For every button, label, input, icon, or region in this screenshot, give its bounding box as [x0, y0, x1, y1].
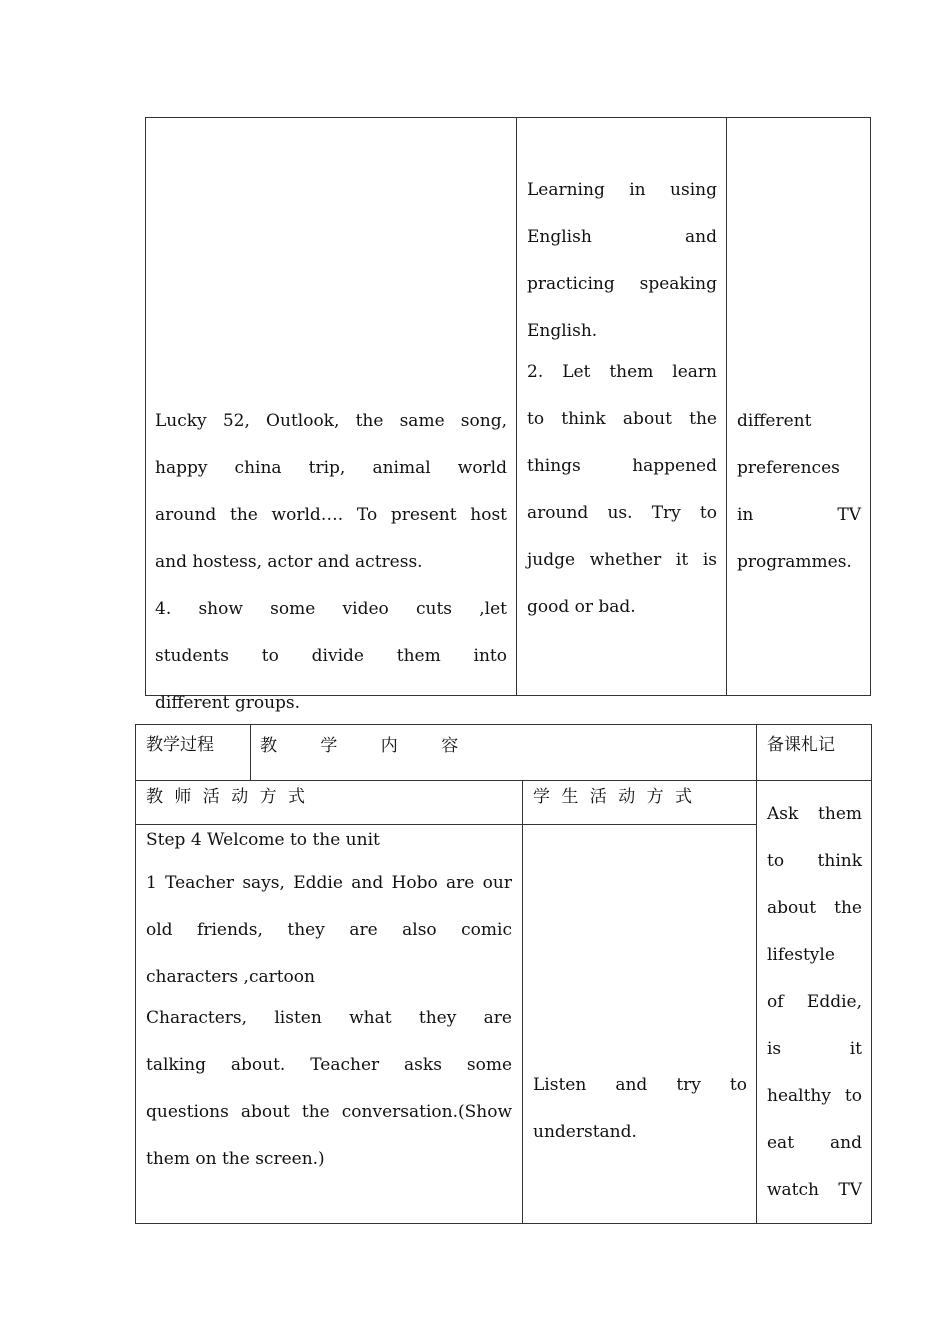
text-line: preferences [737, 458, 840, 478]
text-line: characters ,cartoon [146, 967, 315, 987]
text-line: 4. show some video cuts ,let [155, 599, 507, 619]
lesson-table-col-line-process [250, 724, 251, 780]
top-table-divider-2 [726, 117, 727, 696]
teacher-activity-text [146, 825, 512, 1183]
text-line: Characters, listen what they are [146, 1008, 512, 1028]
text-line: different [737, 411, 812, 431]
header-teaching-content: 教 学 内 容 [260, 736, 469, 756]
text-line: lifestyle [767, 945, 835, 965]
text-line: old friends, they are also comic [146, 920, 512, 940]
text-line: things happened [527, 456, 717, 476]
text-line: students to divide them into [155, 646, 507, 666]
text-line: 2. Let them learn [527, 362, 717, 382]
text-line: Learning in using [527, 180, 717, 200]
text-line: good or bad. [527, 597, 636, 617]
top-table-divider-1 [516, 117, 517, 696]
top-col3-text [737, 398, 861, 586]
text-line: them on the screen.) [146, 1149, 325, 1169]
text-line: to think about the [527, 409, 717, 429]
text-line: to think [767, 851, 862, 871]
text-line: healthy to [767, 1086, 862, 1106]
text-line: is it [767, 1039, 862, 1059]
text-line: English. [527, 321, 598, 341]
text-line: and hostess, actor and actress. [155, 552, 423, 572]
text-line: practicing speaking [527, 274, 717, 294]
header-student-activity: 学 生 活 动 方 式 [533, 787, 695, 807]
lesson-notes-text [767, 791, 862, 1214]
lesson-table-row-line-1 [135, 780, 872, 781]
top-col2-lines-b [527, 349, 717, 631]
text-line: understand. [533, 1122, 637, 1142]
text-line: watch TV [767, 1180, 862, 1200]
header-lesson-notes: 备课札记 [767, 735, 835, 755]
text-line: Listen and try to [533, 1075, 747, 1095]
student-lines [533, 1062, 747, 1156]
text-line: 1 Teacher says, Eddie and Hobo are our [146, 873, 512, 893]
text-line: in TV [737, 505, 861, 525]
header-teacher-activity: 教 师 活 动 方 式 [146, 787, 308, 807]
text-line: different groups. [155, 693, 301, 713]
text-line: about the [767, 898, 862, 918]
text-line: programmes. [737, 552, 852, 572]
text-line: judge whether it is [527, 550, 717, 570]
lesson-table-col-line-notes [756, 724, 757, 1224]
teacher-lines-b [146, 995, 512, 1183]
text-line: of Eddie, [767, 992, 862, 1012]
text-line: talking about. Teacher asks some [146, 1055, 512, 1075]
header-teaching-process: 教学过程 [146, 735, 214, 755]
top-col3-lines [737, 398, 861, 586]
text-line: questions about the conversation.(Show [146, 1102, 512, 1122]
text-line: eat and [767, 1133, 862, 1153]
top-col2-text [527, 167, 717, 631]
text-line: English and [527, 227, 717, 247]
lesson-table-col-line-student [522, 780, 523, 1224]
teacher-lines-a [146, 860, 512, 1001]
text-line: around the world…. To present host [155, 505, 507, 525]
top-col1-text [155, 398, 507, 727]
top-col1-lines [155, 398, 507, 727]
text-line: Ask them [767, 804, 862, 824]
text-line: around us. Try to [527, 503, 717, 523]
text-line: Lucky 52, Outlook, the same song, [155, 411, 507, 431]
top-col2-lines-a [527, 167, 717, 355]
teacher-step-title: Step 4 Welcome to the unit [146, 830, 380, 850]
student-activity-text [533, 1062, 747, 1156]
notes-lines [767, 791, 862, 1214]
text-line: happy china trip, animal world [155, 458, 507, 478]
